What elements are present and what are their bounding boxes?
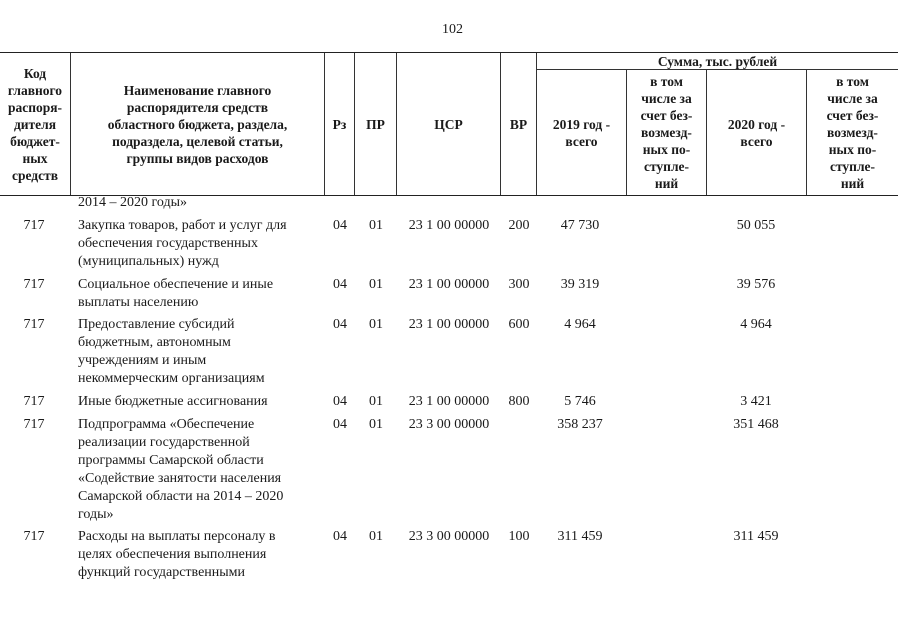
header-vr: ВР — [509, 116, 528, 132]
cell-rz: 04 — [333, 417, 347, 432]
cell-pr: 01 — [369, 394, 383, 409]
cell-pr: 01 — [369, 317, 383, 332]
header-total-2019: 2019 год - всего — [552, 116, 611, 149]
cell-vr: 200 — [508, 218, 530, 233]
cell-pr: 01 — [369, 277, 383, 292]
cell-csr: 23 3 00 00000 — [408, 417, 490, 432]
cell-name: Закупка товаров, работ и услуг для обеспечения государственных (муниципальных) нужд — [78, 218, 287, 269]
cell-code: 717 — [23, 277, 45, 292]
continuation-text: 2014 – 2020 годы» — [78, 195, 188, 210]
header-name: Наименование главного распорядителя средств областного бюджета, раздела, подраздела, целевой статьи, группы видов расходов — [107, 82, 288, 166]
cell-sum-2019: 4 964 — [564, 317, 596, 332]
cell-vr: 600 — [508, 317, 530, 332]
header-total-2020: 2020 год - всего — [727, 116, 786, 149]
cell-csr: 23 1 00 00000 — [408, 317, 490, 332]
cell-name: Иные бюджетные ассигнования — [78, 394, 268, 409]
cell-sum-2019: 47 730 — [560, 218, 600, 233]
cell-sum-2020: 3 421 — [740, 394, 772, 409]
header-free-2020: в том числе за счет без- возмезд- ных по- ступле- ний — [826, 74, 879, 191]
cell-sum-2020: 50 055 — [736, 218, 776, 233]
cell-rz: 04 — [333, 218, 347, 233]
cell-sum-2020: 311 459 — [733, 529, 779, 544]
cell-sum-2020: 351 468 — [733, 417, 779, 432]
cell-sum-2020: 4 964 — [740, 317, 772, 332]
cell-name: Предоставление субсидий бюджетным, автономным учреждениям и иным некоммерческим организациям — [78, 317, 265, 386]
cell-sum-2019: 358 237 — [557, 417, 603, 432]
cell-csr: 23 1 00 00000 — [408, 218, 490, 233]
cell-name: Расходы на выплаты персоналу в целях обеспечения выполнения функций государственными — [78, 529, 276, 580]
cell-code: 717 — [23, 317, 45, 332]
cell-code: 717 — [23, 529, 45, 544]
cell-sum-2019: 39 319 — [560, 277, 600, 292]
page-number: 102 — [442, 22, 463, 37]
header-pr: ПР — [366, 116, 385, 132]
header-free-2019: в том числе за счет без- возмезд- ных по- ступле- ний — [640, 74, 693, 191]
cell-name: Социальное обеспечение и иные выплаты населению — [78, 277, 274, 310]
cell-sum-2019: 311 459 — [557, 529, 603, 544]
cell-rz: 04 — [333, 277, 347, 292]
cell-code: 717 — [23, 218, 45, 233]
header-code: Код главного распоря- дителя бюджет- ных средств — [7, 65, 63, 183]
cell-pr: 01 — [369, 417, 383, 432]
header-sum: Сумма, тыс. рублей — [657, 53, 778, 69]
cell-code: 717 — [23, 417, 45, 432]
cell-sum-2019: 5 746 — [564, 394, 596, 409]
header-csr: ЦСР — [434, 116, 463, 132]
cell-csr: 23 3 00 00000 — [408, 529, 490, 544]
cell-code: 717 — [23, 394, 45, 409]
cell-vr: 800 — [508, 394, 530, 409]
cell-csr: 23 1 00 00000 — [408, 277, 490, 292]
cell-rz: 04 — [333, 394, 347, 409]
cell-pr: 01 — [369, 218, 383, 233]
cell-sum-2020: 39 576 — [736, 277, 776, 292]
table-header — [0, 52, 898, 196]
cell-rz: 04 — [333, 529, 347, 544]
cell-name: Подпрограмма «Обеспечение реализации государственной программы Самарской области «Содействие занятости населения Самарской области на 2014 – 2020 годы» — [78, 417, 284, 522]
cell-csr: 23 1 00 00000 — [408, 394, 490, 409]
header-rz: Рз — [332, 116, 347, 132]
cell-vr: 100 — [508, 529, 530, 544]
cell-rz: 04 — [333, 317, 347, 332]
cell-vr: 300 — [508, 277, 530, 292]
cell-pr: 01 — [369, 529, 383, 544]
